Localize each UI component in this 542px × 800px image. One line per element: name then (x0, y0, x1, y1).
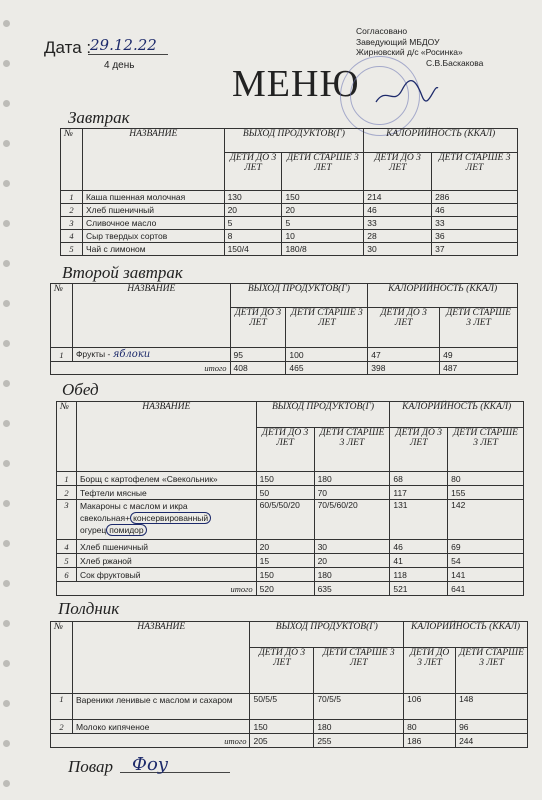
col-output: ВЫХОД ПРОДУКТОВ(Г) (224, 129, 364, 153)
row-output-under3: 150 (256, 472, 314, 486)
row-name: Чай с лимоном (82, 243, 224, 256)
date-underline (88, 54, 168, 55)
total-output-under3: 205 (250, 734, 314, 748)
row-cal-under3: 106 (404, 694, 456, 720)
col-over3: ДЕТИ СТАРШЕ 3 ЛЕТ (314, 428, 390, 472)
binder-hole (3, 60, 10, 67)
binder-hole (3, 20, 10, 27)
row-name (72, 348, 230, 362)
section-lunch: Обед (62, 380, 99, 399)
row-cal-over3: 142 (448, 500, 524, 540)
row-cal-over3: 148 (456, 694, 528, 720)
table-row (57, 540, 524, 554)
row-output-under3: 60/5/50/20 (256, 500, 314, 540)
row-output-over3: 180 (314, 720, 404, 734)
col-calories: КАЛОРИЙНОСТЬ (ККАЛ) (364, 129, 518, 153)
binder-hole (3, 500, 10, 507)
row-output-over3: 70/5/60/20 (314, 500, 390, 540)
col-under3: ДЕТИ ДО 3 ЛЕТ (250, 648, 314, 694)
total-label: итого (51, 734, 250, 748)
row-num: 6 (57, 568, 77, 582)
row-cal-over3: 80 (448, 472, 524, 486)
row-cal-under3: 47 (368, 348, 440, 362)
row-num: 5 (61, 243, 83, 256)
row-num: 2 (61, 204, 83, 217)
row-name: Борщ с картофелем «Свекольник» (76, 472, 256, 486)
binder-hole (3, 180, 10, 187)
row-output-under3: 150 (250, 720, 314, 734)
row-cal-under3: 80 (404, 720, 456, 734)
binder-hole (3, 540, 10, 547)
row-num: 3 (57, 500, 77, 540)
row-num: 2 (51, 720, 73, 734)
binder-hole (3, 340, 10, 347)
row-num: 4 (61, 230, 83, 243)
row-num: 5 (57, 554, 77, 568)
row-num: 1 (57, 472, 77, 486)
row-name: Сыр твердых сортов (82, 230, 224, 243)
binder-hole (3, 460, 10, 467)
row-cal-under3: 46 (364, 204, 432, 217)
row-output-under3: 5 (224, 217, 282, 230)
table-row (61, 230, 518, 243)
table-row (57, 568, 524, 582)
table-row (61, 191, 518, 204)
col-over3: ДЕТИ СТАРШЕ 3 ЛЕТ (432, 153, 518, 191)
row-cal-over3: 37 (432, 243, 518, 256)
approval-block (356, 26, 483, 68)
row-name-text: Фрукты - (75, 349, 111, 359)
row-cal-under3: 118 (390, 568, 448, 582)
col-calories: КАЛОРИЙНОСТЬ (ККАЛ) (390, 402, 524, 428)
row-name: Тефтели мясные (76, 486, 256, 500)
row-cal-under3: 214 (364, 191, 432, 204)
approval-line: С.В.Баскакова (426, 57, 484, 68)
total-output-under3: 408 (230, 362, 286, 375)
row-output-under3: 20 (256, 540, 314, 554)
row-name: Молоко кипяченое (72, 720, 250, 734)
col-under3: ДЕТИ ДО 3 ЛЕТ (364, 153, 432, 191)
total-label: итого (51, 362, 231, 375)
row-name: Хлеб пшеничный (76, 540, 256, 554)
row-cal-over3: 54 (448, 554, 524, 568)
binder-hole (3, 260, 10, 267)
col-over3: ДЕТИ СТАРШЕ 3 ЛЕТ (456, 648, 528, 694)
row-output-under3: 8 (224, 230, 282, 243)
col-calories: КАЛОРИЙНОСТЬ (ККАЛ) (404, 622, 528, 648)
binder-hole (3, 100, 10, 107)
col-output: ВЫХОД ПРОДУКТОВ(Г) (250, 622, 404, 648)
binder-hole (3, 380, 10, 387)
col-output: ВЫХОД ПРОДУКТОВ(Г) (230, 284, 368, 308)
total-row (51, 362, 518, 375)
row-cal-under3: 41 (390, 554, 448, 568)
row-cal-under3: 28 (364, 230, 432, 243)
row-num: 1 (61, 191, 83, 204)
total-cal-under3: 521 (390, 582, 448, 596)
director-signature (372, 76, 442, 108)
total-cal-over3: 487 (440, 362, 518, 375)
total-cal-over3: 244 (456, 734, 528, 748)
table-row (51, 720, 528, 734)
table-row (57, 472, 524, 486)
row-name: Хлеб пшеничный (82, 204, 224, 217)
col-over3: ДЕТИ СТАРШЕ 3 ЛЕТ (286, 308, 368, 348)
col-under3: ДЕТИ ДО 3 ЛЕТ (224, 153, 282, 191)
row-output-under3: 15 (256, 554, 314, 568)
row-cal-over3: 46 (432, 204, 518, 217)
col-under3: ДЕТИ ДО 3 ЛЕТ (390, 428, 448, 472)
row-name: Сливочное масло (82, 217, 224, 230)
row-output-over3: 70/5/5 (314, 694, 404, 720)
binder-hole (3, 740, 10, 747)
row-cal-under3: 33 (364, 217, 432, 230)
binder-hole (3, 780, 10, 787)
table-row (57, 486, 524, 500)
row-output-under3: 95 (230, 348, 286, 362)
section-breakfast: Завтрак (68, 108, 130, 127)
row-cal-over3: 96 (456, 720, 528, 734)
col-output: ВЫХОД ПРОДУКТОВ(Г) (256, 402, 390, 428)
row-cal-over3: 155 (448, 486, 524, 500)
row-cal-over3: 286 (432, 191, 518, 204)
binder-hole (3, 220, 10, 227)
row-name: Вареники ленивые с маслом и сахаром (72, 694, 250, 720)
binder-hole (3, 300, 10, 307)
row-name-text: огурец (79, 525, 107, 535)
section-snack: Полдник (58, 599, 120, 618)
row-name: Каша пшенная молочная (82, 191, 224, 204)
binder-holes (0, 0, 14, 800)
row-cal-under3: 30 (364, 243, 432, 256)
row-num: 3 (61, 217, 83, 230)
col-name: НАЗВАНИЕ (72, 622, 250, 694)
row-name-text: Макароны с маслом и икра свекольная+ (79, 501, 188, 523)
binder-hole (3, 660, 10, 667)
row-output-over3: 30 (314, 540, 390, 554)
total-row (57, 582, 524, 596)
table-row (51, 694, 528, 720)
row-name: Сок фруктовый (76, 568, 256, 582)
row-name: Хлеб ржаной (76, 554, 256, 568)
row-cal-over3: 49 (440, 348, 518, 362)
row-cal-under3: 68 (390, 472, 448, 486)
snack-table (50, 621, 528, 748)
row-cal-over3: 36 (432, 230, 518, 243)
row-output-over3: 70 (314, 486, 390, 500)
binder-hole (3, 620, 10, 627)
row-cal-over3: 33 (432, 217, 518, 230)
col-num: № (57, 402, 77, 472)
table-row (61, 217, 518, 230)
row-output-over3: 100 (286, 348, 368, 362)
row-output-over3: 180 (314, 568, 390, 582)
binder-hole (3, 420, 10, 427)
row-num: 1 (51, 348, 73, 362)
col-over3: ДЕТИ СТАРШЕ 3 ЛЕТ (440, 308, 518, 348)
page-title: МЕНЮ (232, 63, 360, 105)
table-row (61, 243, 518, 256)
row-output-over3: 150 (282, 191, 364, 204)
row-num: 2 (57, 486, 77, 500)
col-num: № (61, 129, 83, 191)
row-num: 1 (51, 694, 73, 720)
row-output-over3: 180/8 (282, 243, 364, 256)
col-under3: ДЕТИ ДО 3 ЛЕТ (256, 428, 314, 472)
total-output-over3: 465 (286, 362, 368, 375)
cook-label: Повар (68, 757, 114, 776)
col-over3: ДЕТИ СТАРШЕ 3 ЛЕТ (282, 153, 364, 191)
total-cal-under3: 186 (404, 734, 456, 748)
col-over3: ДЕТИ СТАРШЕ 3 ЛЕТ (314, 648, 404, 694)
row-name (76, 500, 256, 540)
row-output-under3: 150 (256, 568, 314, 582)
total-output-over3: 255 (314, 734, 404, 748)
col-num: № (51, 622, 73, 694)
col-over3: ДЕТИ СТАРШЕ 3 ЛЕТ (448, 428, 524, 472)
row-output-over3: 20 (282, 204, 364, 217)
date-value: 29.12.22 (90, 36, 157, 54)
row-cal-over3: 141 (448, 568, 524, 582)
col-name: НАЗВАНИЕ (76, 402, 256, 472)
col-under3: ДЕТИ ДО 3 ЛЕТ (404, 648, 456, 694)
col-name: НАЗВАНИЕ (72, 284, 230, 348)
col-name: НАЗВАНИЕ (82, 129, 224, 191)
total-label: итого (57, 582, 257, 596)
binder-hole (3, 700, 10, 707)
total-output-under3: 520 (256, 582, 314, 596)
binder-hole (3, 140, 10, 147)
row-output-over3: 10 (282, 230, 364, 243)
row-cal-over3: 69 (448, 540, 524, 554)
total-row (51, 734, 528, 748)
row-output-under3: 130 (224, 191, 282, 204)
section-second-breakfast: Второй завтрак (62, 263, 183, 282)
date-label: Дата : (44, 38, 92, 57)
col-under3: ДЕТИ ДО 3 ЛЕТ (368, 308, 440, 348)
row-output-over3: 180 (314, 472, 390, 486)
col-under3: ДЕТИ ДО 3 ЛЕТ (230, 308, 286, 348)
approval-line: Согласовано (356, 26, 408, 36)
row-output-under3: 50/5/5 (250, 694, 314, 720)
row-cal-under3: 117 (390, 486, 448, 500)
row-num: 4 (57, 540, 77, 554)
col-num: № (51, 284, 73, 348)
total-cal-over3: 641 (448, 582, 524, 596)
row-output-over3: 5 (282, 217, 364, 230)
approval-line: Заведующий МБДОУ (356, 36, 440, 47)
row-cal-under3: 131 (390, 500, 448, 540)
handwritten-fruit: яблоки (112, 349, 151, 360)
total-cal-under3: 398 (368, 362, 440, 375)
total-output-over3: 635 (314, 582, 390, 596)
binder-hole (3, 580, 10, 587)
table-row (57, 554, 524, 568)
second-breakfast-table (50, 283, 518, 375)
row-output-under3: 50 (256, 486, 314, 500)
row-cal-under3: 46 (390, 540, 448, 554)
approval-line: Жирновский д/с «Росинка» (356, 47, 463, 57)
table-row (51, 348, 518, 362)
table-row (61, 204, 518, 217)
row-output-over3: 20 (314, 554, 390, 568)
circled-item: помидор (106, 524, 146, 536)
breakfast-table (60, 128, 518, 256)
day-label: 4 день (104, 60, 135, 71)
row-output-under3: 20 (224, 204, 282, 217)
table-row (57, 500, 524, 540)
col-calories: КАЛОРИЙНОСТЬ (ККАЛ) (368, 284, 518, 308)
cook-signature: Фоу (132, 754, 169, 775)
lunch-table (56, 401, 524, 596)
row-output-under3: 150/4 (224, 243, 282, 256)
circled-item: консервированный (130, 512, 211, 524)
